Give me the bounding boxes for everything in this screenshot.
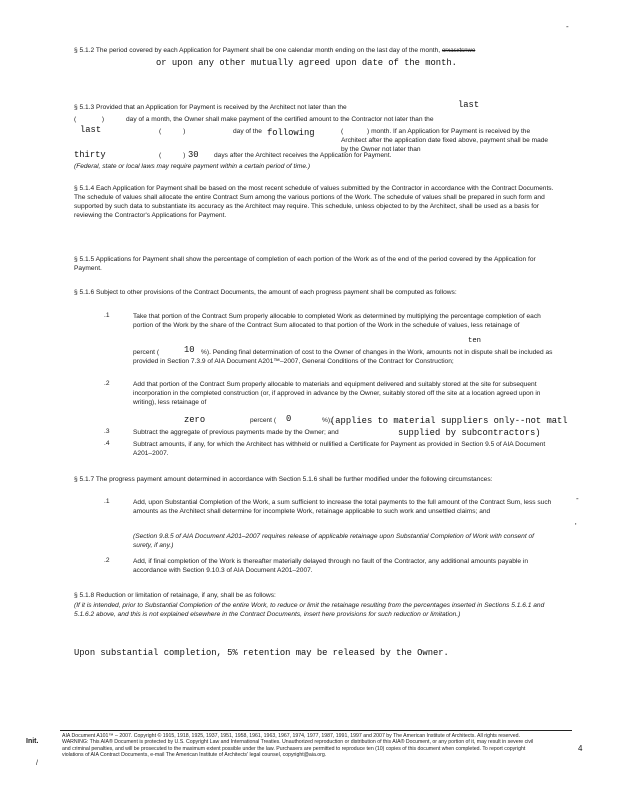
initials-label: Init. <box>26 738 39 745</box>
item-number: .2 <box>104 380 110 387</box>
section-text: day of the <box>233 128 262 135</box>
section-text: Each Application for Payment shall be based on the most recent schedule of values submitted by the Contractor in accordance with the Contract Documents. The schedule of values shall allocate the entire Contract Sum among the various portions of the Work. The schedule of values shall be prepared in such form and supported by such data to substantiate its accuracy as the Architect may require. This schedule, unless objected to by the Architect, shall be used as a basis for reviewing the Contractor's Applications for Payment. <box>74 185 554 219</box>
section-text: Subject to other provisions of the Contract Documents, the amount of each progress payment shall be computed as follows: <box>96 289 457 296</box>
section-label: § 5.1.5 <box>74 256 95 263</box>
fill-in-retainage-words: ten <box>468 337 481 345</box>
struck-text: orxasxtsnwe <box>441 48 476 54</box>
section-text: days after the Architect receives the Application for Payment. <box>214 152 392 159</box>
item-text: %); <box>322 417 332 424</box>
item-number: .1 <box>104 312 110 319</box>
item-text: percent ( <box>250 417 277 424</box>
typed-note-cont: supplied by subcontractors) <box>398 428 541 438</box>
section-label: § 5.1.2 <box>74 47 95 54</box>
section-note: (Federal, state or local laws may require payment within a certain period of time.) <box>74 163 311 170</box>
page-number: 4 <box>578 744 583 753</box>
section-text: Reduction or limitation of retainage, if any, shall be as follows: <box>96 592 276 599</box>
section-5-1-5 <box>74 255 554 273</box>
typed-note: (applies to material suppliers only--not matl <box>330 416 568 426</box>
section-5-1-8 <box>74 591 554 600</box>
section-5-1-2 <box>74 46 554 56</box>
section-text-cont: ( ) month. If an Application for Payment is received by the Architect after the application date fixed above, payment shall be made by the Owner not later than <box>341 128 549 153</box>
item-text: percent ( <box>133 349 160 356</box>
fill-in-month: following <box>267 128 315 138</box>
fill-in-stored-words: zero <box>184 415 206 425</box>
typed-insertion: or upon any other mutually agreed upon date of the month. <box>156 58 457 68</box>
item-text: Take that portion of the Contract Sum properly allocable to completed Work as determined by multiplying the percentage completion of each portion of the Work by the share of the Contract Sum allocated to that portion of the Work in the schedule of values, less retainage of <box>133 313 541 329</box>
scan-mark: - <box>566 22 569 31</box>
fill-in-stored-number: 0 <box>286 414 292 424</box>
section-text: Provided that an Application for Payment is received by the Architect not later than the <box>96 104 347 111</box>
section-5-1-7 <box>74 475 554 484</box>
typed-retention-provision: Upon substantial completion, 5% retention may be released by the Owner. <box>74 648 449 658</box>
section-label: § 5.1.3 <box>74 104 95 111</box>
item-text: Subtract amounts, if any, for which the Architect has withheld or nullified a Certificate for Payment as provided in Section 9.5 of AIA Document A201–2007. <box>133 441 546 457</box>
section-text: Applications for Payment shall show the percentage of completion of each portion of the Work as of the end of the period covered by the Application for Payment. <box>74 256 536 272</box>
footer-rule <box>60 730 572 731</box>
item-note: (Section 9.8.5 of AIA Document A201–2007 requires release of applicable retainage upon Substantial Completion of Work with consent of surety, if any.) <box>133 533 534 549</box>
fill-in-day: last <box>458 100 480 110</box>
initials-slash: / <box>36 760 38 767</box>
item-text: %). Pending final determination of cost to the Owner of changes in the Work, amounts not in dispute shall be included as provided in Section 7.3.9 of AIA Document A201™–2007, General Conditions of the Contract for Construction; <box>133 349 553 365</box>
section-5-1-3 <box>74 103 554 112</box>
scan-mark: ' <box>575 522 577 531</box>
section-note: (If it is intended, prior to Substantial Completion of the entire Work, to reduce or limit the retainage resulting from the percentages inserted in Sections 5.1.6.1 and 5.1.6.2 above, and this is not explained elsewhere in the Contract Documents, insert here provisions for such reduction or limitation.) <box>74 602 545 618</box>
section-label: § 5.1.8 <box>74 592 95 599</box>
fill-in-day-2: last <box>80 125 102 135</box>
item-text-cont <box>133 348 555 366</box>
section-text: day of a month, the Owner shall make payment of the certified amount to the Contractor not later than the <box>126 116 434 123</box>
item-number: .4 <box>104 440 110 447</box>
item-text: Add that portion of the Contract Sum properly allocable to materials and equipment delivered and suitably stored at the site for subsequent incorporation in the completed construction (or, if approved in advance by the Owner, suitably stored off the site at a location agreed upon in writing), less retainage of <box>133 381 541 406</box>
copyright-notice: AIA Document A101™ – 2007. Copyright © 1915, 1918, 1925, 1937, 1951, 1958, 1961, 1963, 1967, 1974, 1977, 1987, 1991, 1997 and 2007 by The American Institute of Architects. All rights reserved. WARNING: This AIA® Document is protected by U.S. Copyright Law and International Treaties. Unauthorized reproduction or distribution of this AIA® Document, or any portion of it, may result in severe civil and criminal penalties, and will be prosecuted to the maximum extent possible under the law. Purchasers are permitted to reproduce ten (10) copies of this document when completed. To report copyright violations of AIA Contract Documents, e-mail The American Institute of Architects' legal counsel, copyright@aia.org. <box>62 733 534 759</box>
scan-mark: - <box>576 494 579 503</box>
section-label: § 5.1.7 <box>74 476 95 483</box>
fill-in-retainage-number: 10 <box>184 345 195 355</box>
section-text: The progress payment amount determined in accordance with Section 5.1.6 shall be further modified under the following circumstances: <box>95 476 493 483</box>
section-text: month. If an Application for Payment is received by the Architect after the application date fixed above, payment shall be made by the Owner not later than <box>341 128 549 153</box>
fill-in-days-words: thirty <box>74 150 106 160</box>
item-text: Subtract the aggregate of previous payments made by the Owner; and <box>133 429 339 436</box>
item-number: .1 <box>104 498 110 505</box>
section-text: The period covered by each Application for Payment shall be one calendar month ending on the last day of the month, <box>95 47 441 54</box>
section-5-1-4 <box>74 184 554 220</box>
section-label: § 5.1.4 <box>74 185 95 192</box>
item-text: Add, if final completion of the Work is thereafter materially delayed through no fault of the Contractor, any additional amounts payable in accordance with Section 9.10.3 of AIA Document A201–2007. <box>133 558 528 574</box>
fill-in-days-number: 30 <box>188 150 199 160</box>
section-label: § 5.1.6 <box>74 289 95 296</box>
paren: ( ) <box>159 152 186 159</box>
item-number: .3 <box>104 428 110 435</box>
section-5-1-3-line2: ( ) day of a month, the Owner shall make payment of the certified amount to the Contractor not later than the <box>74 116 434 123</box>
item-text: Add, upon Substantial Completion of the Work, a sum sufficient to increase the total payments to the full amount of the Contract Sum, less such amounts as the Architect shall determine for incomplete Work, retainage applicable to such work and unsettled claims; and <box>133 499 552 515</box>
section-5-1-6 <box>74 288 554 297</box>
item-number: .2 <box>104 557 110 564</box>
section-5-1-3-line3: ( ) day of the <box>159 128 262 135</box>
